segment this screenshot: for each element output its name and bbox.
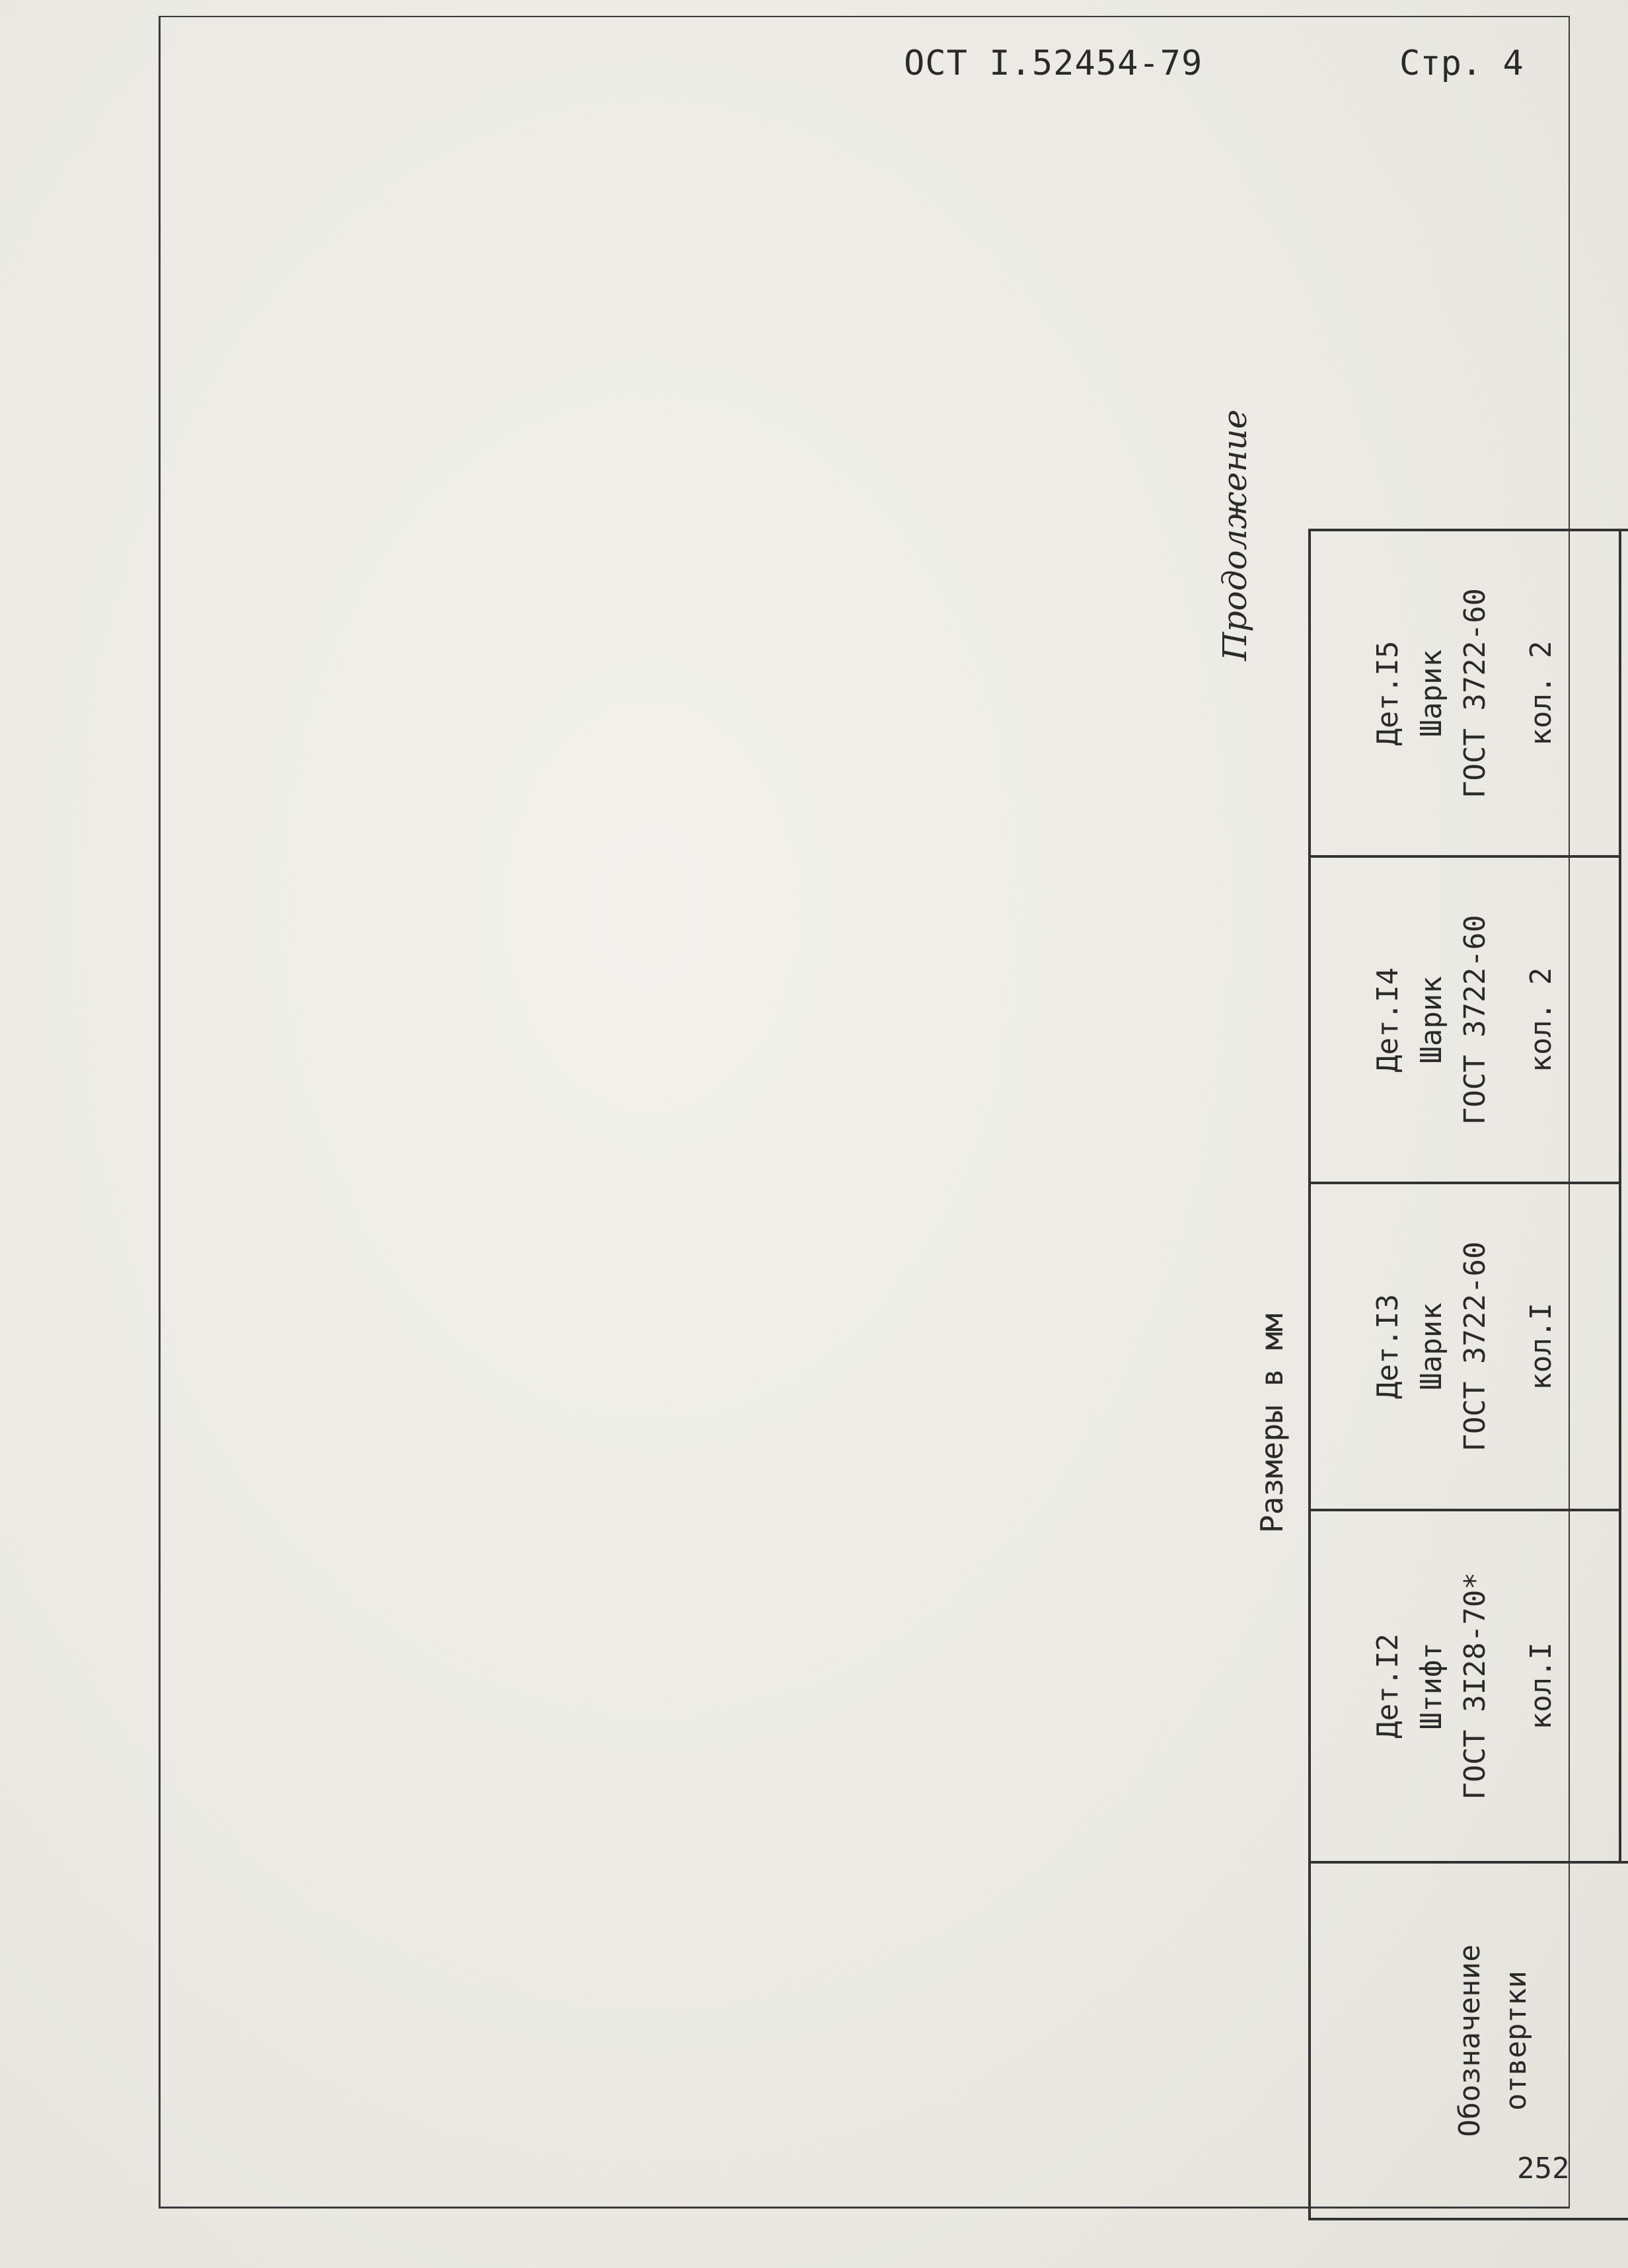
part-name: Шарик (1415, 649, 1448, 737)
part-qty: кол. 2 (1524, 640, 1558, 746)
part-name: Шарик (1415, 1303, 1448, 1390)
designations-header (1620, 530, 1628, 1862)
part-cell-14 (1310, 856, 1620, 1183)
part-gost: ГОСТ 3722-60 (1458, 1241, 1492, 1452)
part-qty: кол. 2 (1524, 967, 1558, 1073)
part-cell-13 (1310, 1183, 1620, 1509)
part-qty: кол.I (1524, 1303, 1558, 1390)
page-label: Стр. 4 (1399, 44, 1524, 83)
part-name: Штифт (1415, 1642, 1448, 1730)
continuation-label: Продолжение (1216, 409, 1254, 661)
units-label: Размеры в мм (1254, 1313, 1290, 1533)
part-gost: ГОСТ 3722-60 (1458, 915, 1492, 1125)
part-det: Дет.I2 (1371, 1633, 1405, 1739)
parts-table (1308, 529, 1628, 2220)
part-cell-15 (1310, 530, 1620, 856)
part-qty: кол.I (1524, 1642, 1558, 1730)
part-det: Дет.I3 (1371, 1294, 1405, 1399)
part-name: Шарик (1415, 976, 1448, 1064)
part-cell-12 (1310, 1510, 1620, 1862)
standard-code: ОСТ I.52454-79 (904, 44, 1203, 83)
part-det: Дет.I4 (1371, 967, 1405, 1073)
page-number: 252 (1517, 2152, 1570, 2185)
part-det: Дет.I5 (1371, 640, 1405, 746)
designation-header: Обозначение отвертки (1310, 1862, 1628, 2219)
rotated-content (1216, 291, 1628, 2220)
part-gost: ГОСТ 3722-60 (1458, 588, 1492, 799)
table-header-row (1310, 530, 1620, 2219)
part-gost: ГОСТ 3I28-70* (1458, 1572, 1492, 1800)
